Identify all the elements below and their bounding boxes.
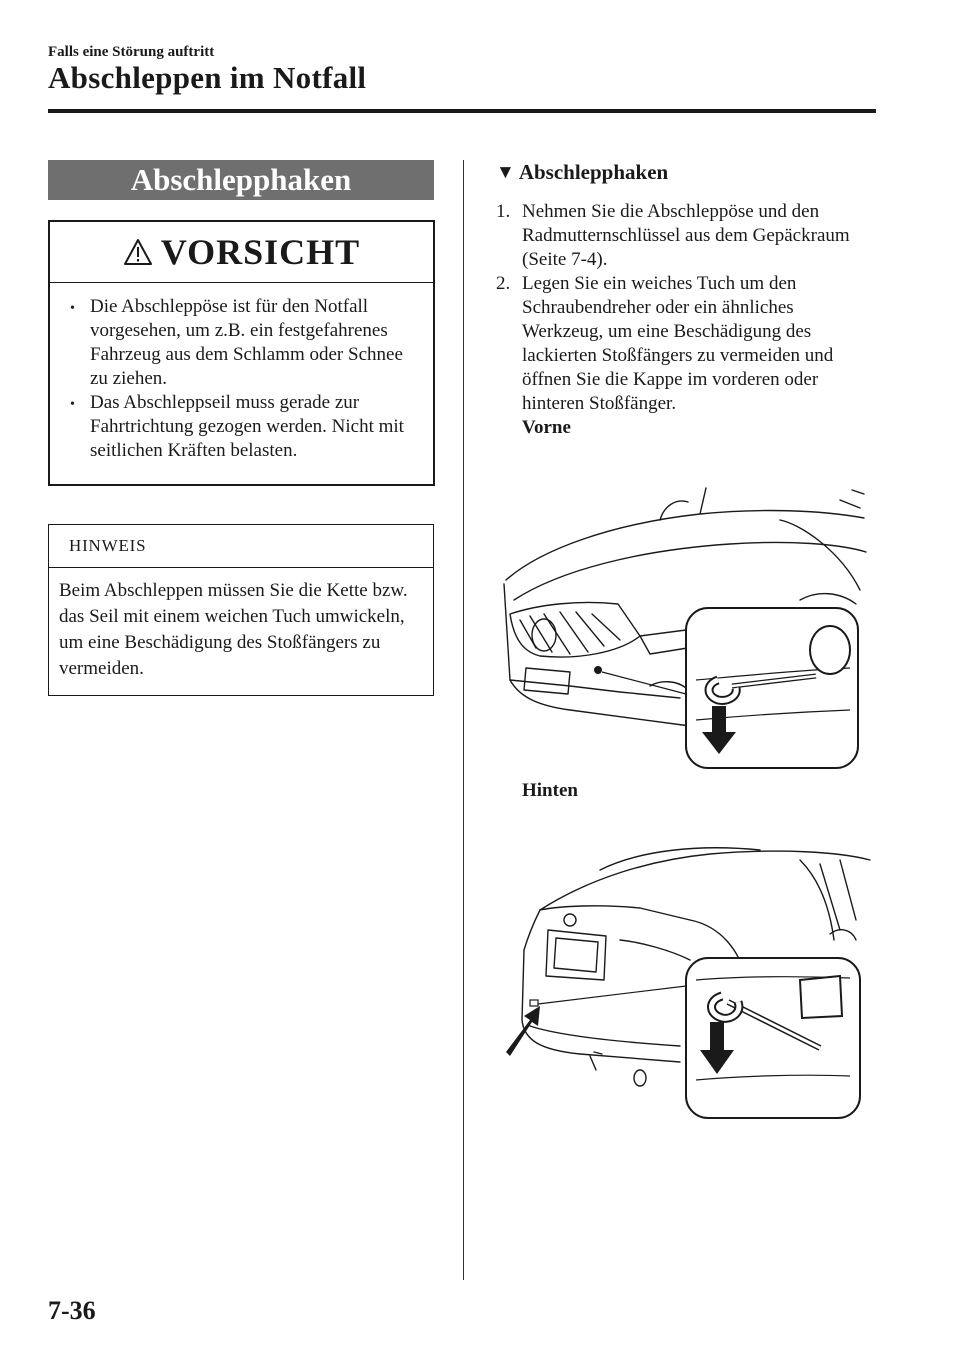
caution-box (48, 220, 435, 486)
caution-bullet: • Das Abschleppseil muss gerade zur Fahrtrichtung gezogen werden. Nicht mit seitlichen Kräften belasten. (70, 391, 423, 463)
caution-bullet: • Die Abschleppöse ist für den Notfall vorgesehen, um z.B. ein festgefahrenes Fahrzeug aus dem Schlamm oder Schnee zu ziehen. (70, 295, 423, 391)
caution-body (50, 283, 433, 463)
procedure-heading (496, 160, 668, 185)
front-bumper-illustration (500, 480, 872, 780)
note-box (48, 524, 434, 696)
step-number: 1. (496, 201, 511, 222)
front-label: Vorne (522, 417, 571, 438)
caution-title: VORSICHT (160, 232, 361, 272)
caution-header (50, 222, 433, 283)
rear-label: Hinten (522, 780, 578, 801)
rear-bumper-illustration (500, 830, 872, 1120)
note-title: HINWEIS (49, 525, 433, 568)
procedure-steps (496, 200, 876, 440)
step-text: Nehmen Sie die Abschleppöse und den Radmutternschlüssel aus dem Gepäckraum (Seite 7-4). (522, 201, 850, 270)
caution-bullet-text: Die Abschleppöse ist für den Notfall vorgesehen, um z.B. ein festgefahrenes Fahrzeug aus dem Schlamm oder Schnee zu ziehen. (90, 296, 403, 389)
step-text: Legen Sie ein weiches Tuch um den Schraubendreher oder ein ähnliches Werkzeug, um eine Beschädigung des lackierten Stoßfängers zu vermeiden und öffnen Sie die Kappe im vorderen oder hinteren Stoßfänger. (522, 273, 834, 414)
step-number: 2. (496, 273, 511, 294)
step-item (496, 272, 876, 416)
step-item (496, 200, 876, 272)
page-title: Abschleppen im Notfall (48, 60, 367, 95)
note-text: Beim Abschleppen müssen Sie die Kette bzw. das Seil mit einem weichen Tuch umwickeln, um eine Beschädigung des Stoßfängers zu vermeiden. (59, 580, 408, 679)
column-divider (463, 160, 464, 1280)
chapter-label: Falls eine Störung auftritt (48, 44, 215, 60)
page-number: 7-36 (48, 1296, 96, 1325)
caution-bullet-text: Das Abschleppseil muss gerade zur Fahrtrichtung gezogen werden. Nicht mit seitlichen Kräften belasten. (90, 392, 404, 461)
section-banner: Abschlepphaken (48, 160, 434, 200)
procedure-heading-text: Abschlepphaken (518, 160, 669, 184)
header-rule (48, 109, 876, 113)
warning-triangle-icon (123, 238, 153, 266)
triangle-down-icon: ▼ (496, 161, 515, 183)
